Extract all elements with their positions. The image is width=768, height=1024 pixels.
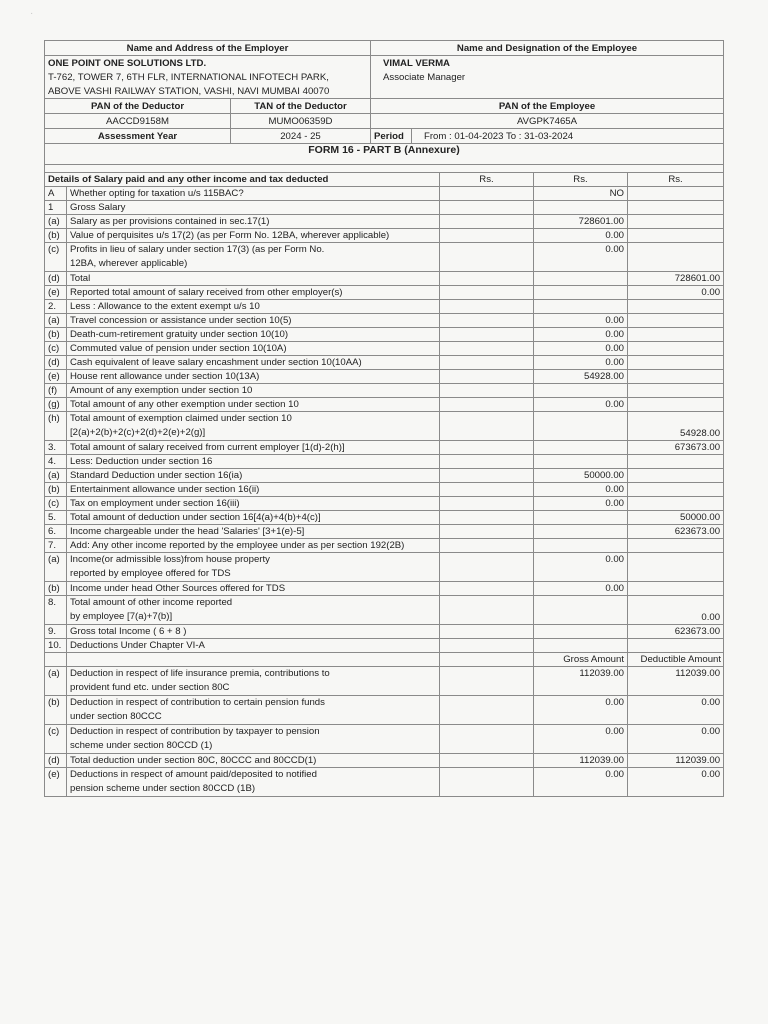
amount-cell-c1 — [440, 539, 534, 553]
amount-cell-c3: 623673.00 — [628, 525, 724, 539]
row-description: Gross Salary — [67, 201, 440, 215]
amount-cell-c1 — [440, 653, 534, 667]
row-number: (a) — [45, 667, 67, 696]
assessment-year-label: Assessment Year — [45, 129, 231, 144]
amount-cell-c1 — [440, 286, 534, 300]
amount-cell-c3 — [628, 201, 724, 215]
amount-cell-c1 — [440, 639, 534, 653]
amount-cell-c3: 728601.00 — [628, 272, 724, 286]
row-number: 9. — [45, 625, 67, 639]
salary-details-table — [44, 165, 724, 797]
col-header-1: Rs. — [440, 173, 534, 187]
table-row — [45, 596, 724, 625]
row-description — [67, 243, 440, 272]
table-row — [45, 412, 724, 441]
amount-cell-c3 — [628, 300, 724, 314]
row-description-line1: Deduction in respect of life insurance premia, contributions to — [70, 668, 330, 679]
amount-cell-c3: 0.00 — [628, 768, 724, 797]
row-description: Value of perquisites u/s 17(2) (as per Form No. 12BA, wherever applicable) — [67, 229, 440, 243]
row-description-line1: Total amount of exemption claimed under section 10 — [70, 413, 292, 424]
amount-cell-c2: 54928.00 — [534, 370, 628, 384]
amount-cell-c3 — [628, 483, 724, 497]
row-description: Less : Allowance to the extent exempt u/s 10 — [67, 300, 440, 314]
amount-cell-c2 — [534, 511, 628, 525]
row-description: Travel concession or assistance under section 10(5) — [67, 314, 440, 328]
row-description-line1: Profits in lieu of salary under section 17(3) (as per Form No. — [70, 244, 325, 255]
row-description — [67, 553, 440, 582]
row-number: (a) — [45, 469, 67, 483]
amount-cell-c3: Deductible Amount — [628, 653, 724, 667]
amount-cell-c3: 0.00 — [628, 696, 724, 725]
amount-cell-c2: 112039.00 — [534, 667, 628, 696]
row-number: 4. — [45, 455, 67, 469]
row-description: Deductions Under Chapter VI-A — [67, 639, 440, 653]
amount-cell-c1 — [440, 725, 534, 754]
amount-cell-c1 — [440, 412, 534, 441]
table-row — [45, 455, 724, 469]
row-description: Less: Deduction under section 16 — [67, 455, 440, 469]
amount-cell-c1 — [440, 201, 534, 215]
period-value: From : 01-04-2023 To : 31-03-2024 — [412, 129, 724, 144]
form-title: FORM 16 - PART B (Annexure) — [45, 144, 724, 165]
salary-rows — [45, 187, 724, 797]
row-description: Total amount of deduction under section 16[4(a)+4(b)+4(c)] — [67, 511, 440, 525]
amount-cell-c3 — [628, 469, 724, 483]
table-row — [45, 483, 724, 497]
table-row — [45, 553, 724, 582]
amount-cell-c1 — [440, 272, 534, 286]
amount-cell-c1 — [440, 483, 534, 497]
table-row — [45, 215, 724, 229]
row-description-line1: Income(or admissible loss)from house property — [70, 554, 270, 565]
amount-cell-c3 — [628, 398, 724, 412]
amount-cell-c3: 0.00 — [628, 596, 724, 625]
row-number: 1 — [45, 201, 67, 215]
row-description: Total amount of any other exemption under section 10 — [67, 398, 440, 412]
row-description — [67, 653, 440, 667]
amount-cell-c3: 50000.00 — [628, 511, 724, 525]
amount-cell-c1 — [440, 596, 534, 625]
amount-cell-c1 — [440, 300, 534, 314]
amount-cell-c1 — [440, 370, 534, 384]
amount-cell-c3 — [628, 539, 724, 553]
amount-cell-c3 — [628, 187, 724, 201]
table-row — [45, 272, 724, 286]
amount-cell-c1 — [440, 625, 534, 639]
assessment-year: 2024 - 25 — [231, 129, 371, 144]
amount-cell-c2: 0.00 — [534, 725, 628, 754]
row-description-line2: provident fund etc. under section 80C — [70, 682, 230, 693]
amount-cell-c2: 0.00 — [534, 328, 628, 342]
row-number: (c) — [45, 497, 67, 511]
pan-deductor-label: PAN of the Deductor — [45, 99, 231, 114]
row-description: Total amount of salary received from current employer [1(d)-2(h)] — [67, 441, 440, 455]
amount-cell-c3: 673673.00 — [628, 441, 724, 455]
amount-cell-c2 — [534, 384, 628, 398]
table-row — [45, 441, 724, 455]
row-description: Commuted value of pension under section 10(10A) — [67, 342, 440, 356]
table-row — [45, 696, 724, 725]
amount-cell-c3 — [628, 455, 724, 469]
tan-deductor-label: TAN of the Deductor — [231, 99, 371, 114]
amount-cell-c2: 0.00 — [534, 497, 628, 511]
row-description-line2: 12BA, wherever applicable) — [70, 258, 188, 269]
table-row — [45, 384, 724, 398]
row-description — [67, 725, 440, 754]
amount-cell-c2 — [534, 286, 628, 300]
row-number: (b) — [45, 483, 67, 497]
row-number — [45, 653, 67, 667]
amount-cell-c2: 0.00 — [534, 314, 628, 328]
row-description: Salary as per provisions contained in sec.17(1) — [67, 215, 440, 229]
amount-cell-c3: 112039.00 — [628, 754, 724, 768]
table-row — [45, 187, 724, 201]
col-header-2: Rs. — [534, 173, 628, 187]
period-label: Period — [371, 129, 412, 144]
amount-cell-c1 — [440, 441, 534, 455]
scan-mark: · — [30, 8, 34, 19]
row-number: (f) — [45, 384, 67, 398]
amount-cell-c1 — [440, 511, 534, 525]
row-description-line2: scheme under section 80CCD (1) — [70, 740, 213, 751]
amount-cell-c2: 112039.00 — [534, 754, 628, 768]
row-number: (d) — [45, 754, 67, 768]
amount-cell-c2: 728601.00 — [534, 215, 628, 229]
employer-label: Name and Address of the Employer — [45, 41, 371, 56]
amount-cell-c2: 0.00 — [534, 229, 628, 243]
amount-cell-c1 — [440, 497, 534, 511]
col-header-3: Rs. — [628, 173, 724, 187]
amount-cell-c2 — [534, 412, 628, 441]
employee-designation: Associate Manager — [371, 70, 724, 84]
row-description-line2: reported by employee offered for TDS — [70, 568, 231, 579]
amount-cell-c1 — [440, 342, 534, 356]
amount-cell-c1 — [440, 384, 534, 398]
row-number: 10. — [45, 639, 67, 653]
row-description: Income chargeable under the head 'Salaries' [3+1(e)-5] — [67, 525, 440, 539]
employer-address-line1: T-762, TOWER 7, 6TH FLR, INTERNATIONAL INFOTECH PARK, — [45, 70, 371, 84]
row-description: Total — [67, 272, 440, 286]
row-number: 6. — [45, 525, 67, 539]
amount-cell-c1 — [440, 356, 534, 370]
row-description-line2: by employee [7(a)+7(b)] — [70, 611, 173, 622]
row-description: Cash equivalent of leave salary encashment under section 10(10AA) — [67, 356, 440, 370]
row-description: Add: Any other income reported by the employee under as per section 192(2B) — [67, 539, 440, 553]
row-number: (e) — [45, 768, 67, 797]
amount-cell-c3: 0.00 — [628, 725, 724, 754]
amount-cell-c2: 0.00 — [534, 243, 628, 272]
row-description-line1: Deduction in respect of contribution by taxpayer to pension — [70, 726, 320, 737]
row-description-line2: under section 80CCC — [70, 711, 162, 722]
row-number: (c) — [45, 342, 67, 356]
row-description-line1: Deduction in respect of contribution to certain pension funds — [70, 697, 325, 708]
table-row — [45, 754, 724, 768]
row-number: (e) — [45, 370, 67, 384]
table-row — [45, 314, 724, 328]
table-row — [45, 639, 724, 653]
amount-cell-c3 — [628, 497, 724, 511]
row-number: A — [45, 187, 67, 201]
row-description — [67, 667, 440, 696]
row-description-line1: Deductions in respect of amount paid/deposited to notified — [70, 769, 317, 780]
table-row — [45, 286, 724, 300]
table-row — [45, 497, 724, 511]
row-description — [67, 596, 440, 625]
table-row — [45, 300, 724, 314]
row-description: Total deduction under section 80C, 80CCC and 80CCD(1) — [67, 754, 440, 768]
amount-cell-c1 — [440, 582, 534, 596]
amount-cell-c1 — [440, 243, 534, 272]
amount-cell-c3 — [628, 582, 724, 596]
row-number: (b) — [45, 229, 67, 243]
row-number: (b) — [45, 696, 67, 725]
table-row — [45, 342, 724, 356]
row-description — [67, 696, 440, 725]
row-description-line1: Total amount of other income reported — [70, 597, 233, 608]
employer-name: ONE POINT ONE SOLUTIONS LTD. — [45, 56, 371, 71]
amount-cell-c2: 0.00 — [534, 553, 628, 582]
table-row — [45, 398, 724, 412]
row-description — [67, 768, 440, 797]
amount-cell-c2: 0.00 — [534, 398, 628, 412]
table-row — [45, 582, 724, 596]
amount-cell-c3 — [628, 370, 724, 384]
header-table — [44, 40, 724, 165]
row-number: (e) — [45, 286, 67, 300]
table-row — [45, 525, 724, 539]
row-number: (a) — [45, 314, 67, 328]
amount-cell-c3 — [628, 243, 724, 272]
amount-cell-c3 — [628, 356, 724, 370]
amount-cell-c1 — [440, 328, 534, 342]
row-description: House rent allowance under section 10(13A) — [67, 370, 440, 384]
row-number: 3. — [45, 441, 67, 455]
amount-cell-c3: 54928.00 — [628, 412, 724, 441]
pan-deductor: AACCD9158M — [45, 114, 231, 129]
amount-cell-c2: 0.00 — [534, 483, 628, 497]
row-number: (a) — [45, 215, 67, 229]
row-description: Death-cum-retirement gratuity under section 10(10) — [67, 328, 440, 342]
tan-deductor: MUMO06359D — [231, 114, 371, 129]
table-row — [45, 328, 724, 342]
row-number: (b) — [45, 582, 67, 596]
row-description-line2: [2(a)+2(b)+2(c)+2(d)+2(e)+2(g)] — [70, 427, 206, 438]
amount-cell-c3 — [628, 639, 724, 653]
amount-cell-c1 — [440, 455, 534, 469]
details-heading: Details of Salary paid and any other income and tax deducted — [45, 173, 440, 187]
amount-cell-c2: 50000.00 — [534, 469, 628, 483]
table-row — [45, 768, 724, 797]
amount-cell-c2: 0.00 — [534, 342, 628, 356]
amount-cell-c2 — [534, 525, 628, 539]
amount-cell-c2: 0.00 — [534, 696, 628, 725]
amount-cell-c1 — [440, 754, 534, 768]
row-number: 8. — [45, 596, 67, 625]
row-number: (a) — [45, 553, 67, 582]
amount-cell-c2 — [534, 625, 628, 639]
table-row — [45, 625, 724, 639]
row-number: 2. — [45, 300, 67, 314]
row-number: 5. — [45, 511, 67, 525]
row-number: 7. — [45, 539, 67, 553]
amount-cell-c1 — [440, 398, 534, 412]
row-description: Tax on employment under section 16(iii) — [67, 497, 440, 511]
amount-cell-c2 — [534, 300, 628, 314]
amount-cell-c2 — [534, 455, 628, 469]
employer-address-line2: ABOVE VASHI RAILWAY STATION, VASHI, NAVI MUMBAI 40070 — [45, 84, 371, 99]
table-row — [45, 243, 724, 272]
employee-label: Name and Designation of the Employee — [371, 41, 724, 56]
amount-cell-c2 — [534, 639, 628, 653]
row-description: Entertainment allowance under section 16(ii) — [67, 483, 440, 497]
row-number: (d) — [45, 356, 67, 370]
row-number: (b) — [45, 328, 67, 342]
table-row — [45, 356, 724, 370]
row-description: Standard Deduction under section 16(ia) — [67, 469, 440, 483]
row-number: (c) — [45, 725, 67, 754]
amount-cell-c3: 0.00 — [628, 286, 724, 300]
amount-cell-c1 — [440, 525, 534, 539]
table-row — [45, 667, 724, 696]
row-number: (c) — [45, 243, 67, 272]
row-description — [67, 412, 440, 441]
amount-cell-c1 — [440, 215, 534, 229]
amount-cell-c3 — [628, 229, 724, 243]
amount-cell-c1 — [440, 553, 534, 582]
amount-cell-c1 — [440, 768, 534, 797]
row-number: (h) — [45, 412, 67, 441]
table-row — [45, 201, 724, 215]
table-row — [45, 511, 724, 525]
employee-name: VIMAL VERMA — [371, 56, 724, 71]
amount-cell-c2: Gross Amount — [534, 653, 628, 667]
amount-cell-c3 — [628, 215, 724, 229]
amount-cell-c1 — [440, 469, 534, 483]
pan-employee: AVGPK7465A — [371, 114, 724, 129]
pan-employee-label: PAN of the Employee — [371, 99, 724, 114]
amount-cell-c2: NO — [534, 187, 628, 201]
amount-cell-c1 — [440, 667, 534, 696]
amount-cell-c3: 112039.00 — [628, 667, 724, 696]
amount-cell-c1 — [440, 314, 534, 328]
amount-cell-c2 — [534, 596, 628, 625]
amount-cell-c2 — [534, 441, 628, 455]
amount-cell-c1 — [440, 229, 534, 243]
row-description: Income under head Other Sources offered for TDS — [67, 582, 440, 596]
amount-cell-c3 — [628, 314, 724, 328]
row-number: (d) — [45, 272, 67, 286]
table-row — [45, 370, 724, 384]
table-row — [45, 469, 724, 483]
table-row — [45, 229, 724, 243]
amount-cell-c2 — [534, 272, 628, 286]
amount-cell-c3 — [628, 384, 724, 398]
row-number: (g) — [45, 398, 67, 412]
table-row — [45, 653, 724, 667]
form16-sheet — [44, 40, 723, 797]
amount-cell-c3 — [628, 328, 724, 342]
row-description: Reported total amount of salary received from other employer(s) — [67, 286, 440, 300]
table-row — [45, 725, 724, 754]
table-row — [45, 539, 724, 553]
row-description: Gross total Income ( 6 + 8 ) — [67, 625, 440, 639]
row-description: Amount of any exemption under section 10 — [67, 384, 440, 398]
row-description-line2: pension scheme under section 80CCD (1B) — [70, 783, 256, 794]
row-description: Whether opting for taxation u/s 115BAC? — [67, 187, 440, 201]
amount-cell-c3: 623673.00 — [628, 625, 724, 639]
amount-cell-c3 — [628, 342, 724, 356]
amount-cell-c2 — [534, 539, 628, 553]
amount-cell-c2: 0.00 — [534, 768, 628, 797]
amount-cell-c2: 0.00 — [534, 582, 628, 596]
amount-cell-c1 — [440, 187, 534, 201]
amount-cell-c2 — [534, 201, 628, 215]
amount-cell-c2: 0.00 — [534, 356, 628, 370]
amount-cell-c3 — [628, 553, 724, 582]
amount-cell-c1 — [440, 696, 534, 725]
